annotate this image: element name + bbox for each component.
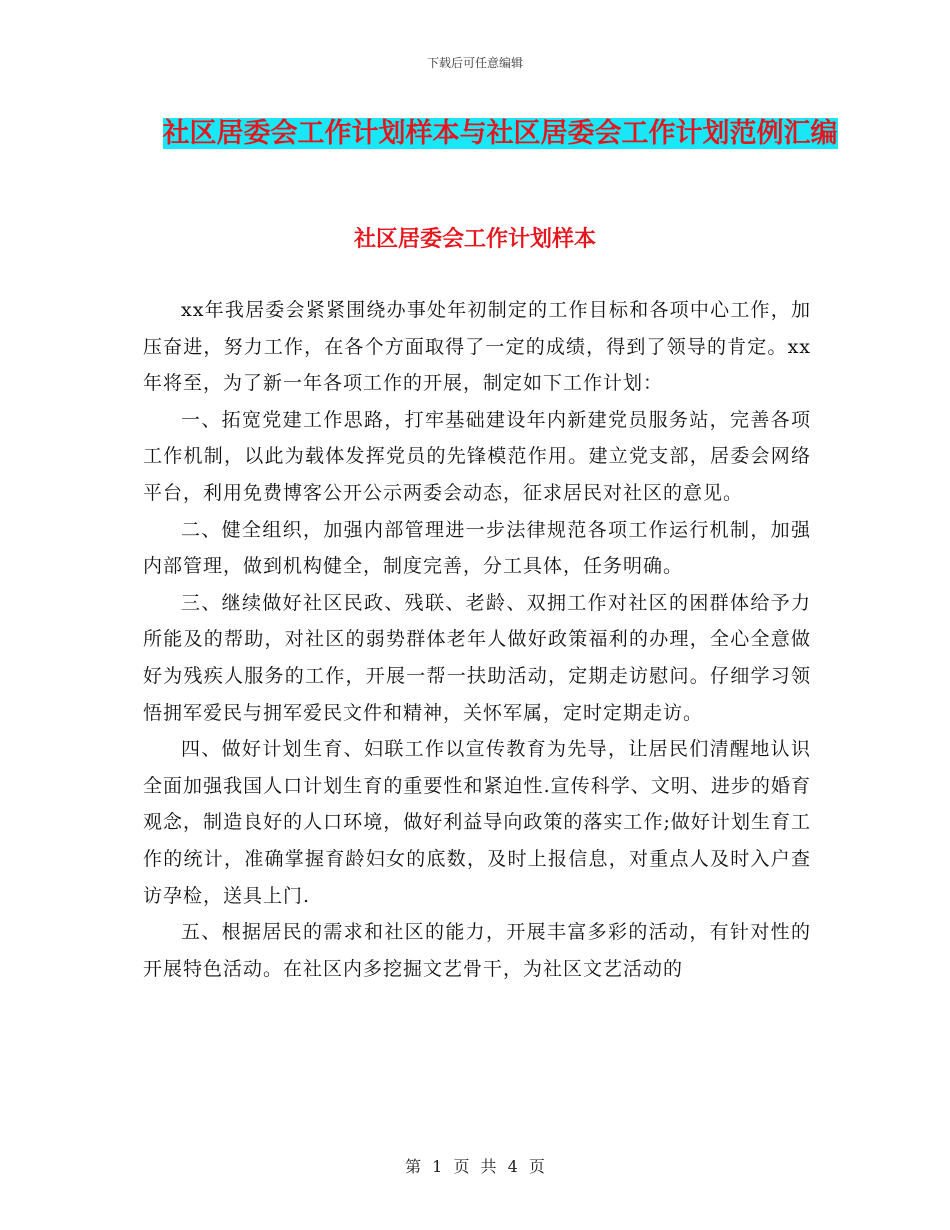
paragraph: 三、继续做好社区民政、残联、老龄、双拥工作对社区的困群体给予力所能及的帮助，对社区的弱势群体老年人做好政策福利的办理，全心全意做好为残疾人服务的工作，开展一帮一扶助活动，定期走访慰问。仔细学习领悟拥军爱民与拥军爱民文件和精神，关怀军属，定时定期走访。 <box>143 591 811 724</box>
section-title: 社区居委会工作计划样本 <box>353 226 596 252</box>
paragraph: 二、健全组织，加强内部管理进一步法律规范各项工作运行机制，加强内部管理，做到机构健全，制度完善，分工具体，任务明确。 <box>143 518 811 578</box>
paragraph: 四、做好计划生育、妇联工作以宣传教育为先导，让居民们清醒地认识全面加强我国人口计划生育的重要性和紧迫性.宣传科学、文明、进步的婚育观念，制造良好的人口环境，做好利益导向政策的落实工作;做好计划生育工作的统计，准确掌握育龄妇女的底数，及时上报信息，对重点人及时入户查访孕检，送具上门. <box>143 738 811 907</box>
document-title <box>140 112 860 156</box>
page-number: 第 1 页 共 4 页 <box>405 1157 545 1176</box>
paragraph: 一、拓宽党建工作思路，打牢基础建设年内新建党员服务站，完善各项工作机制，以此为载体发挥党员的先锋模范作用。建立党支部，居委会网络平台，利用免费博客公开公示两委会动态，征求居民对社区的意见。 <box>143 408 811 504</box>
document-title-text: 社区居委会工作计划样本与社区居委会工作计划范例汇编 <box>162 118 838 149</box>
paragraph: xx年我居委会紧紧围绕办事处年初制定的工作目标和各项中心工作，加压奋进，努力工作，在各个方面取得了一定的成绩，得到了领导的肯定。xx年将至，为了新一年各项工作的开展，制定如下工作计划： <box>143 299 811 395</box>
paragraph: 五、根据居民的需求和社区的能力，开展丰富多彩的活动，有针对性的开展特色活动。在社区内多挖掘文艺骨干，为社区文艺活动的 <box>143 921 811 980</box>
document-body <box>143 292 811 987</box>
page-header-note: 下载后可任意编辑 <box>426 56 523 70</box>
